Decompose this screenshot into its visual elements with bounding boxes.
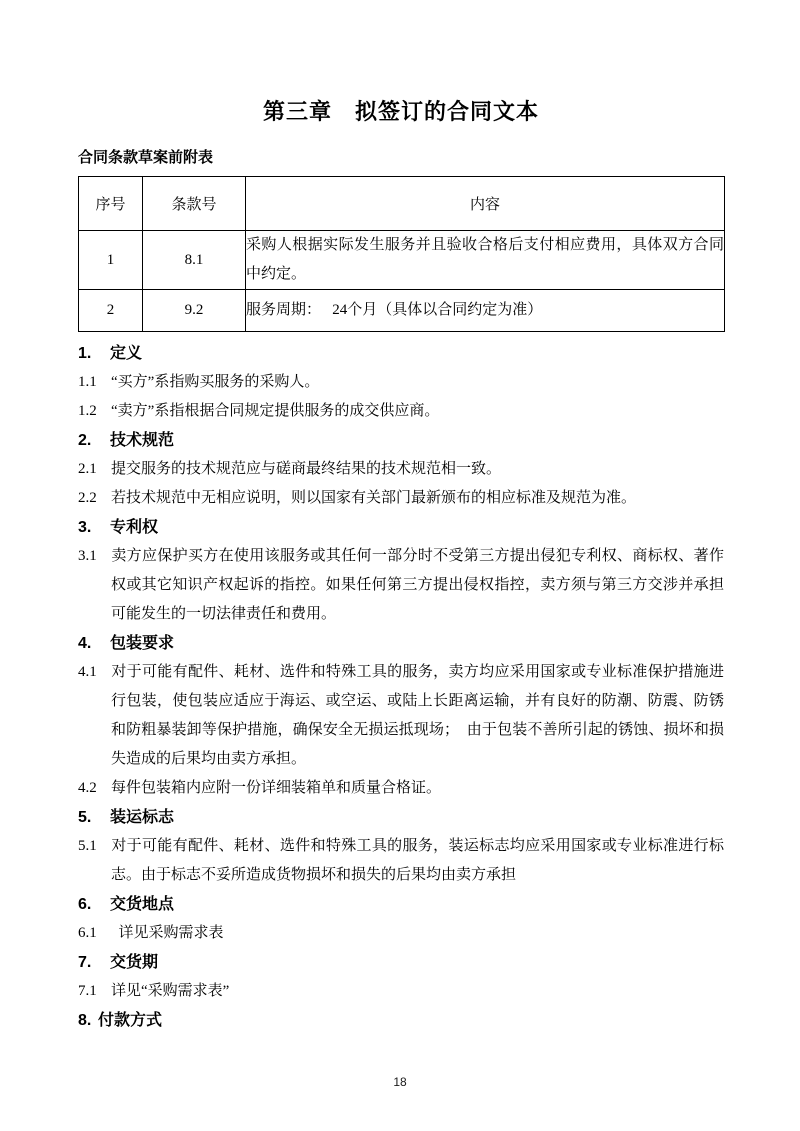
section-title: 包装要求 — [110, 635, 175, 652]
section-heading-definitions — [78, 339, 724, 368]
clause-text: “买方”系指购买服务的采购人。 — [111, 374, 320, 390]
section-title: 技术规范 — [110, 432, 175, 449]
clause-item — [78, 658, 724, 774]
clause-text: 提交服务的技术规范应与磋商最终结果的技术规范相一致。 — [111, 461, 502, 477]
clause-item — [78, 977, 724, 1006]
section-number: 4. — [78, 635, 92, 652]
section-heading-packaging — [78, 629, 724, 658]
clause-number: 4.2 — [78, 780, 97, 796]
table-row — [79, 231, 725, 290]
pretable-heading: 合同条款草案前附表 — [78, 149, 214, 166]
cell-serial-no: 2 — [79, 290, 143, 332]
table-row — [79, 290, 725, 332]
table-header-row — [79, 177, 725, 231]
clause-number: 7.1 — [78, 983, 97, 999]
header-clause-no: 条款号 — [143, 177, 246, 231]
clause-item — [78, 484, 724, 513]
section-title: 定义 — [110, 345, 143, 362]
clause-item — [78, 397, 724, 426]
clauses-body — [78, 339, 724, 1035]
clause-number: 3.1 — [78, 548, 97, 564]
section-heading-delivery-place — [78, 890, 724, 919]
cell-clause-no: 9.2 — [143, 290, 246, 332]
section-number: 5. — [78, 809, 92, 826]
contract-pretable — [78, 176, 725, 332]
section-heading-tech-spec — [78, 426, 724, 455]
clause-text: 详见采购需求表 — [111, 925, 224, 941]
header-content: 内容 — [246, 177, 725, 231]
clause-text: 若技术规范中无相应说明，则以国家有关部门最新颁布的相应标准及规范为准。 — [111, 490, 637, 506]
section-title: 交货期 — [110, 954, 159, 971]
section-heading-delivery-time — [78, 948, 724, 977]
clause-number: 2.2 — [78, 490, 97, 506]
section-number: 6. — [78, 896, 92, 913]
clause-text: 卖方应保护买方在使用该服务或其任何一部分时不受第三方提出侵犯专利权、商标权、著作权或其它知识产权起诉的指控。如果任何第三方提出侵权指控，卖方须与第三方交涉并承担可能发生的一切法律责任和费用。 — [111, 548, 724, 622]
section-number: 8. — [78, 1012, 92, 1029]
section-number: 3. — [78, 519, 92, 536]
cell-content: 采购人根据实际发生服务并且验收合格后支付相应费用，具体双方合同中约定。 — [246, 231, 725, 290]
clause-text: 对于可能有配件、耗材、选件和特殊工具的服务，装运标志均应采用国家或专业标准进行标志。由于标志不妥所造成货物损坏和损失的后果均由卖方承担 — [111, 838, 724, 883]
chapter-title: 第三章 拟签订的合同文本 — [262, 99, 539, 124]
clause-text: 对于可能有配件、耗材、选件和特殊工具的服务，卖方均应采用国家或专业标准保护措施进行包装，使包装应适应于海运、或空运、或陆上长距离运输，并有良好的防潮、防震、防锈和防粗暴装卸等保护措施，确保安全无损运抵现场； 由于包装不善所引起的锈蚀、损坏和损失造成的后果均由卖方承担。 — [111, 664, 724, 767]
clause-text: 详见“采购需求表” — [111, 983, 230, 999]
section-heading-patent — [78, 513, 724, 542]
header-serial-no: 序号 — [79, 177, 143, 231]
clause-item — [78, 455, 724, 484]
clause-number: 1.2 — [78, 403, 97, 419]
clause-number: 6.1 — [78, 925, 97, 941]
section-heading-payment — [78, 1006, 724, 1035]
clause-item — [78, 542, 724, 629]
section-heading-shipping-marks — [78, 803, 724, 832]
clause-number: 1.1 — [78, 374, 97, 390]
section-number: 1. — [78, 345, 92, 362]
section-number: 2. — [78, 432, 92, 449]
section-title: 付款方式 — [98, 1012, 163, 1029]
clause-text: “卖方”系指根据合同规定提供服务的成交供应商。 — [111, 403, 440, 419]
clause-item — [78, 919, 724, 948]
clause-number: 4.1 — [78, 664, 97, 680]
cell-clause-no: 8.1 — [143, 231, 246, 290]
page-number: 18 — [393, 1075, 407, 1089]
section-title: 交货地点 — [110, 896, 175, 913]
cell-content: 服务周期： 24个月（具体以合同约定为准） — [246, 290, 725, 332]
section-title: 专利权 — [110, 519, 159, 536]
clause-text: 每件包装箱内应附一份详细装箱单和质量合格证。 — [111, 780, 442, 796]
section-title: 装运标志 — [110, 809, 175, 826]
cell-serial-no: 1 — [79, 231, 143, 290]
clause-number: 5.1 — [78, 838, 97, 854]
section-number: 7. — [78, 954, 92, 971]
clause-item — [78, 832, 724, 890]
clause-number: 2.1 — [78, 461, 97, 477]
clause-item — [78, 774, 724, 803]
clause-item — [78, 368, 724, 397]
